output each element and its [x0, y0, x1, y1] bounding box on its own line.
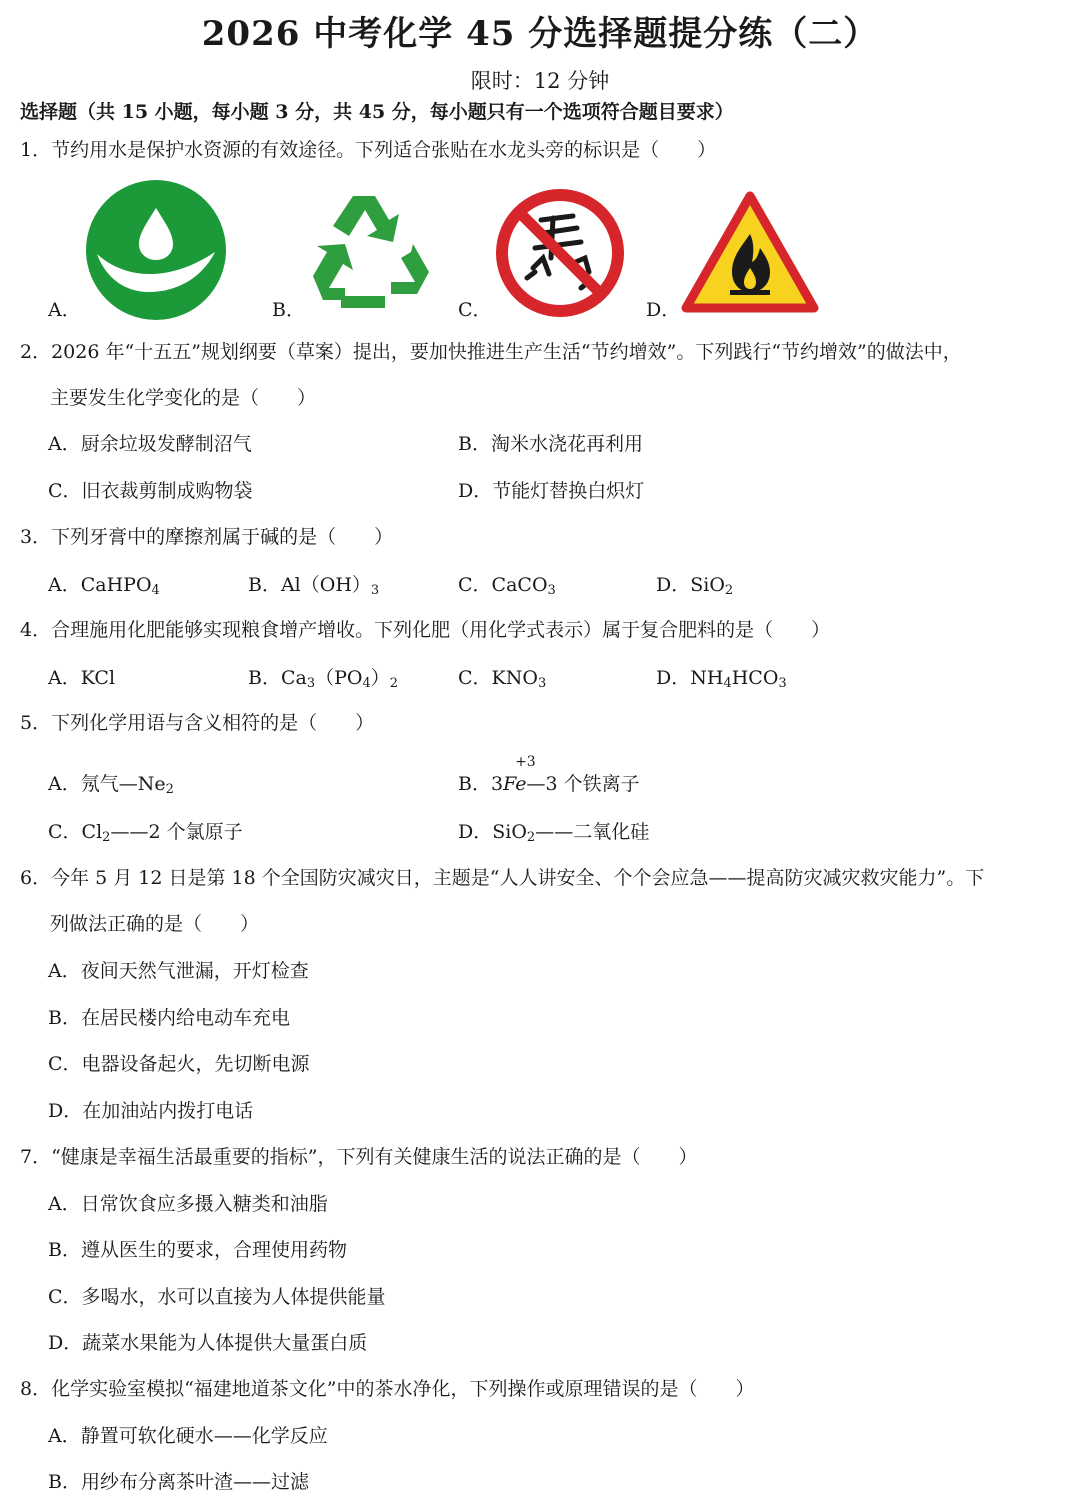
no-firework-icon — [493, 188, 627, 322]
q7-option-c: C．多喝水，水可以直接为人体提供能量 — [48, 1286, 386, 1308]
q2-option-d: D．节能灯替换白炽灯 — [458, 480, 645, 502]
q1-option-b-label: B． — [272, 299, 305, 321]
q5-option-d: D．SiO$_2$——二氧化硅 — [458, 821, 650, 845]
q4-option-c: C．$KNO_3$ — [458, 667, 547, 691]
page-title: 2026 中考化学 45 分选择题提分练（二） — [201, 14, 879, 54]
q7-option-d: D．蔬菜水果能为人体提供大量蛋白质 — [48, 1332, 368, 1354]
q4-option-a: A．KCl — [48, 667, 116, 689]
q3-option-a: A．CaHPO$_4$ — [48, 574, 160, 598]
q5-option-c: C．$Cl_2——2$ 个氯原子 — [48, 821, 243, 845]
q1-option-c-label: C． — [458, 299, 492, 321]
q3-option-b: B．$Al(OH)_3$ — [248, 574, 380, 598]
question-6-stem-line2: 列做法正确的是（ ） — [50, 913, 260, 935]
q3-option-c: C．CaCO$_3$ — [458, 574, 556, 598]
water-saving-icon — [83, 180, 229, 324]
q4-option-d: D．$NH_4HCO_3$ — [656, 667, 787, 691]
iron-ion-symbol: Fe +3 — [503, 770, 526, 798]
q6-option-b: B．在居民楼内给电动车充电 — [48, 1007, 290, 1029]
q3-option-d: D．SiO$_2$ — [656, 574, 734, 598]
question-6-stem-line1: 6．今年 5 月 12 日是第 18 个全国防灾减灾日，主题是“人人讲安全、个个会应急——提高防灾减灾救灾能力”。下 — [20, 867, 985, 889]
question-2-stem-line2: 主要发生化学变化的是（ ） — [50, 387, 317, 409]
question-4-stem: 4．合理施用化肥能够实现粮食增产增收。下列化肥（用化学式表示）属于复合肥料的是（ ） — [20, 619, 831, 641]
q6-option-d: D．在加油站内拨打电话 — [48, 1100, 254, 1122]
q4-option-b: B．$Ca_3(PO_4)_2$ — [248, 667, 399, 691]
section-heading: 选择题（共 15 小题，每小题 3 分，共 45 分，每小题只有一个选项符合题目要求） — [20, 101, 734, 123]
question-2-stem-line1: 2．2026 年“十五五”规划纲要（草案）提出，要加快推进生产生活“节约增效”。下列践行“节约增效”的做法中， — [20, 341, 962, 363]
question-1-stem: 1．节约用水是保护水资源的有效途径。下列适合张贴在水龙头旁的标识是（ ） — [20, 139, 717, 161]
question-5-stem: 5．下列化学用语与含义相符的是（ ） — [20, 712, 375, 734]
time-limit: 限时：12 分钟 — [470, 69, 610, 93]
question-8-stem: 8．化学实验室模拟“福建地道茶文化”中的茶水净化，下列操作或原理错误的是（ ） — [20, 1378, 755, 1400]
q6-option-a: A．夜间天然气泄漏，开灯检查 — [48, 960, 309, 982]
q1-option-d-label: D． — [646, 299, 681, 321]
q2-option-b: B．淘米水浇花再利用 — [458, 433, 643, 455]
q2-option-a: A．厨余垃圾发酵制沼气 — [48, 433, 252, 455]
question-3-stem: 3．下列牙膏中的摩擦剂属于碱的是（ ） — [20, 526, 394, 548]
q7-option-a: A．日常饮食应多摄入糖类和油脂 — [48, 1193, 328, 1215]
q5-option-b: B．3Fe +3 —3 个铁离子 — [458, 770, 640, 798]
recycling-icon — [305, 190, 437, 316]
question-7-stem: 7．“健康是幸福生活最重要的指标”，下列有关健康生活的说法正确的是（ ） — [20, 1146, 698, 1168]
q8-option-a: A．静置可软化硬水——化学反应 — [48, 1425, 328, 1447]
q7-option-b: B．遵从医生的要求，合理使用药物 — [48, 1239, 347, 1261]
q8-option-b: B．用纱布分离茶叶渣——过滤 — [48, 1471, 309, 1493]
q5-option-a: A．氖气$—Ne_2$ — [48, 773, 174, 797]
q2-option-c: C．旧衣裁剪制成购物袋 — [48, 480, 253, 502]
charge-notation: +3 — [515, 754, 536, 770]
q1-option-a-label: A． — [48, 299, 81, 321]
flammable-warning-icon — [680, 190, 820, 320]
q6-option-c: C．电器设备起火，先切断电源 — [48, 1053, 310, 1075]
